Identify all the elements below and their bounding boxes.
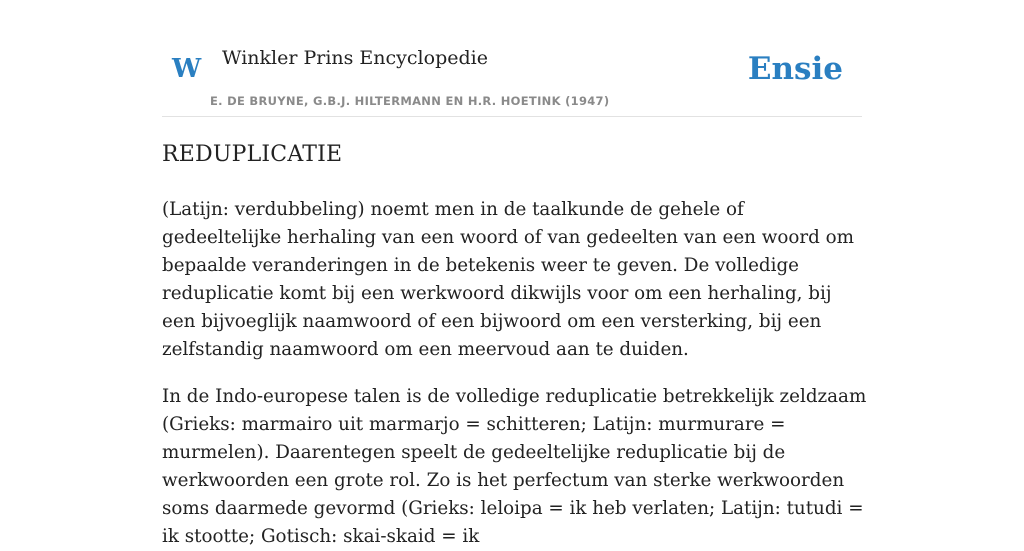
article-paragraph: (Latijn: verdubbeling) noemt men in de taalkunde de gehele of gedeeltelijke herhaling van een woord of van gedeelten van een woord om bepaalde veranderingen in de betekenis weer te geven. De volledige reduplicatie komt bij een werkwoord dikwijls voor om een herhaling, bij een bijvoeglijk naamwoord of een bijwoord om een versterking, bij een zelfstandig naamwoord om een meervoud aan te duiden.: [162, 199, 855, 360]
article-headword: REDUPLICATIE: [162, 142, 343, 167]
article-paragraph: In de Indo-europese talen is de volledige reduplicatie betrekkelijk zeldzaam (Grieks: marmairo uit marmarjo = schitteren; Latijn: murmurare = murmelen). Daarentegen speelt de gedeeltelijke reduplicatie bij de werkwoorden een grote rol. Zo is het perfectum van sterke werkwoorden soms daarmede gevormd (Grieks: leloipa = ik heb verlaten; Latijn: tutudi = ik stootte; Gotisch: skai-skaid = ik: [162, 386, 867, 547]
book-authors: E. DE BRUYNE, G.B.J. HILTERMANN EN H.R. HOETINK (1947): [210, 94, 610, 108]
book-title[interactable]: Winkler Prins Encyclopedie: [222, 47, 488, 69]
ensie-brand-logo[interactable]: Ensie: [747, 51, 843, 87]
encyclopedia-logo-w[interactable]: W: [172, 54, 202, 84]
article: [162, 136, 868, 551]
site-header: [162, 0, 862, 117]
